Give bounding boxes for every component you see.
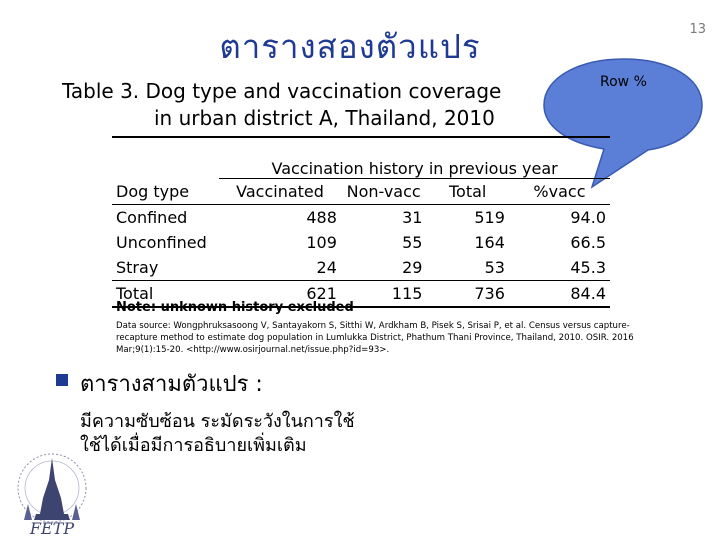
dog-type-header: Dog type	[112, 137, 219, 205]
total-row-label: Total	[112, 281, 219, 308]
total-total: 736	[426, 281, 508, 308]
vaccination-history-header: Vaccination history in previous year	[219, 137, 610, 179]
cell-pct-vacc: 45.3	[570, 258, 606, 277]
cell-non-vacc: 29	[402, 258, 423, 277]
column-header-non-vacc: Non-vacc	[346, 182, 421, 201]
cell-total: 164	[474, 233, 505, 252]
row-label: Confined	[112, 205, 219, 231]
column-header-vaccinated: Vaccinated	[236, 182, 324, 201]
table-caption	[62, 78, 501, 132]
cell-non-vacc: 31	[341, 205, 427, 231]
bullet-text-line-2: ใช้ได้เมื่อมีการอธิบายเพิ่มเติม	[80, 435, 307, 456]
data-source-citation: Data source: Wongphruksasoong V, Santayakorn S, Sitthi W, Ardkham B, Pisek S, Srisai P, et al. Census versus capture-recapture method to estimate dog population in Lumlukka District, Phathum Thani Province, Thailand, 2010. OSIR. 2016 Mar;9(1):15-20. <http://www.osirjournal.net/issue.php?id=93>.	[116, 321, 634, 355]
table-row	[112, 205, 610, 231]
fetp-wordmark: FETP	[29, 519, 75, 538]
table-row	[112, 255, 610, 281]
callout-label: Row %	[600, 74, 647, 90]
total-vaccinated: 621	[219, 281, 341, 308]
row-label: Unconfined	[116, 233, 207, 252]
cell-total: 53	[484, 258, 505, 277]
cell-vaccinated: 488	[219, 205, 341, 231]
caption-line-1: Table 3. Dog type and vaccination coverage	[62, 79, 502, 103]
fetp-logo	[8, 450, 96, 538]
bullet-text-line-1: มีความซับซ้อน ระมัดระวังในการใช้	[80, 411, 355, 432]
slide-title: ตารางสองตัวแปร	[219, 27, 481, 66]
bullet-square-icon	[56, 374, 68, 386]
row-label: Stray	[116, 258, 159, 277]
total-non-vacc: 115	[341, 281, 427, 308]
vaccination-table	[112, 136, 610, 303]
cell-pct-vacc: 66.5	[570, 233, 606, 252]
caption-line-2: in urban district A, Thailand, 2010	[154, 106, 495, 130]
column-header-total: Total	[448, 182, 487, 201]
cell-vaccinated: 109	[306, 233, 337, 252]
column-header-pct-vacc: %vacc	[533, 182, 586, 201]
cell-total: 519	[426, 205, 508, 231]
table-row	[112, 230, 610, 255]
slide-number: 13	[689, 22, 706, 37]
cell-non-vacc: 55	[402, 233, 423, 252]
total-pct-vacc: 84.4	[509, 281, 610, 308]
bullet-heading: ตารางสามตัวแปร :	[80, 372, 263, 397]
table-note: Note: unknown history excluded	[116, 300, 354, 315]
cell-pct-vacc: 94.0	[509, 205, 610, 231]
cell-vaccinated: 24	[316, 258, 337, 277]
